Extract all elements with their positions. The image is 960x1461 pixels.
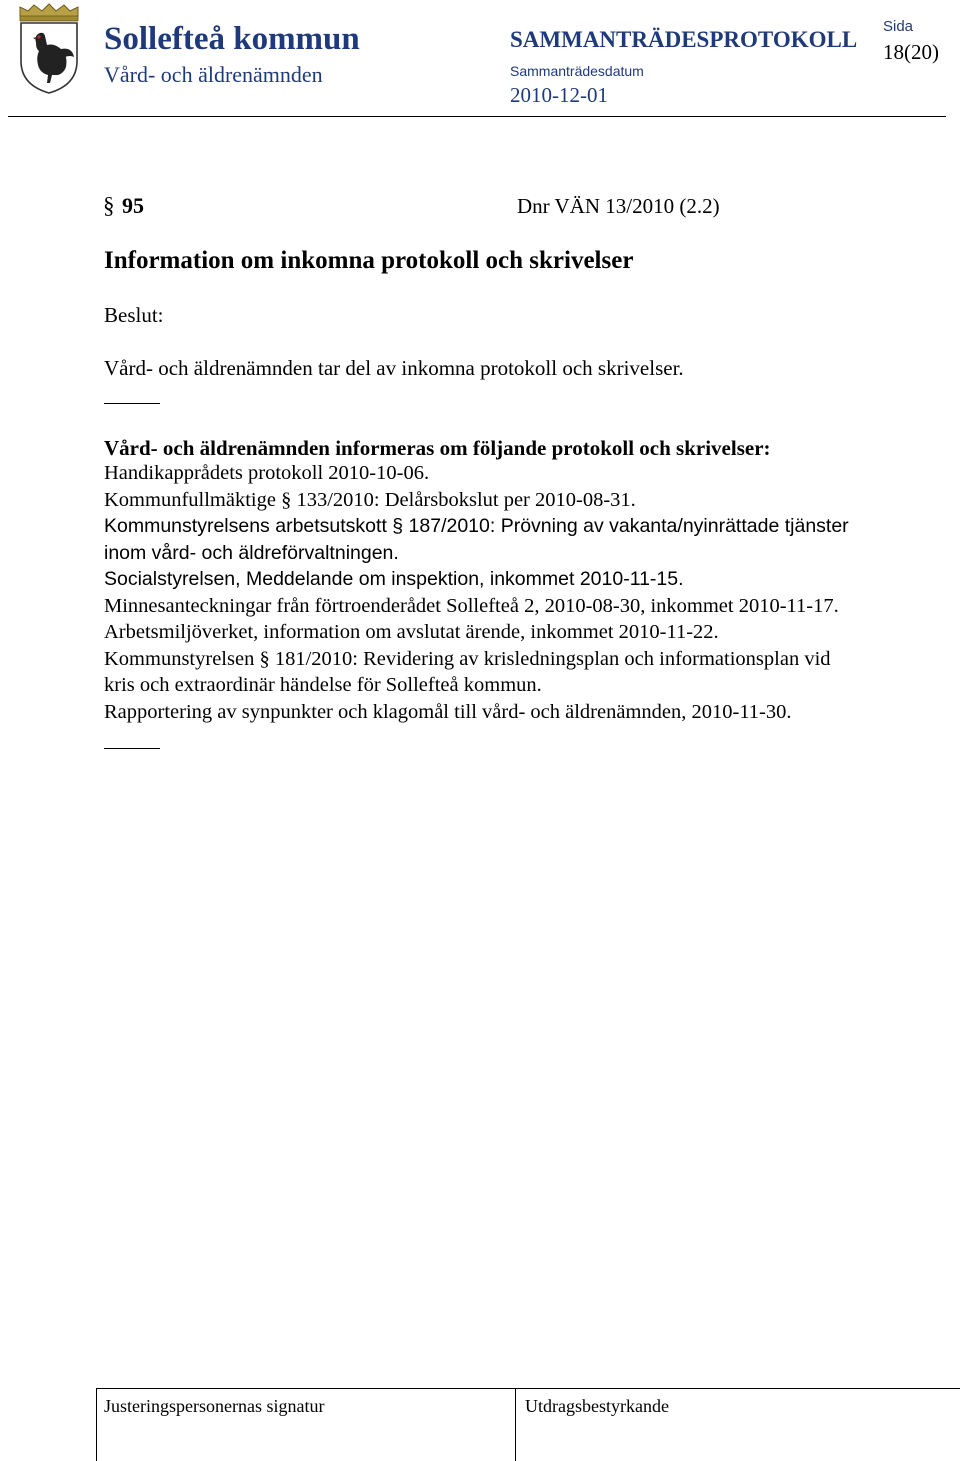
list-item: Kommunstyrelsen § 181/2010: Revidering av krisledningsplan och informationsplan vid [104,647,831,670]
section-symbol: § [103,193,115,218]
document-type: SAMMANTRÄDESPROTOKOLL [510,27,858,52]
committee-name: Vård- och äldrenämnden [104,62,323,87]
decision-text: Vård- och äldrenämnden tar del av inkomna protokoll och skrivelser. [104,356,684,380]
extract-label: Utdragsbestyrkande [525,1396,669,1416]
list-item: Rapportering av synpunkter och klagomål till vård- och äldrenämnden, 2010-11-30. [104,700,792,723]
list-item: kris och extraordinär händelse för Sollefteå kommun. [104,674,542,696]
list-item: Handikapprådets protokoll 2010-10-06. [104,462,430,484]
footer-divider [515,1389,516,1461]
header-divider [8,116,946,117]
list-item: Arbetsmiljöverket, information om avslutat ärende, inkommet 2010-11-22. [104,621,719,643]
document-list [104,460,934,725]
list-item: inom vård- och äldreförvaltningen. [104,541,399,564]
page-label: Sida [883,18,914,35]
municipal-coat-of-arms-icon [14,3,84,95]
signature-label: Justeringspersonernas signatur [104,1396,325,1416]
section-number: 95 [122,193,144,218]
page-number: 18(20) [883,40,939,64]
signature-footer [96,1388,960,1461]
list-item: Kommunfullmäktige § 133/2010: Delårsbokslut per 2010-08-31. [104,488,636,511]
decision-label: Beslut: [104,303,164,327]
organization-name: Sollefteå kommun [104,21,360,57]
separator-line [104,403,160,404]
case-number: Dnr VÄN 13/2010 (2.2) [517,194,720,218]
information-intro: Vård- och äldrenämnden informeras om följande protokoll och skrivelser: [104,436,771,460]
date-label: Sammanträdesdatum [510,63,644,79]
list-item: Minnesanteckningar från förtroenderådet Sollefteå 2, 2010-08-30, inkommet 2010-11-17. [104,594,839,617]
separator-line [104,748,160,749]
meeting-date: 2010-12-01 [510,83,608,107]
list-item: Kommunstyrelsens arbetsutskott § 187/2010: Prövning av vakanta/nyinrättade tjänster [104,515,849,537]
list-item: Socialstyrelsen, Meddelande om inspektion, inkommet 2010-11-15. [104,568,684,590]
section-heading: Information om inkomna protokoll och skrivelser [104,247,634,274]
